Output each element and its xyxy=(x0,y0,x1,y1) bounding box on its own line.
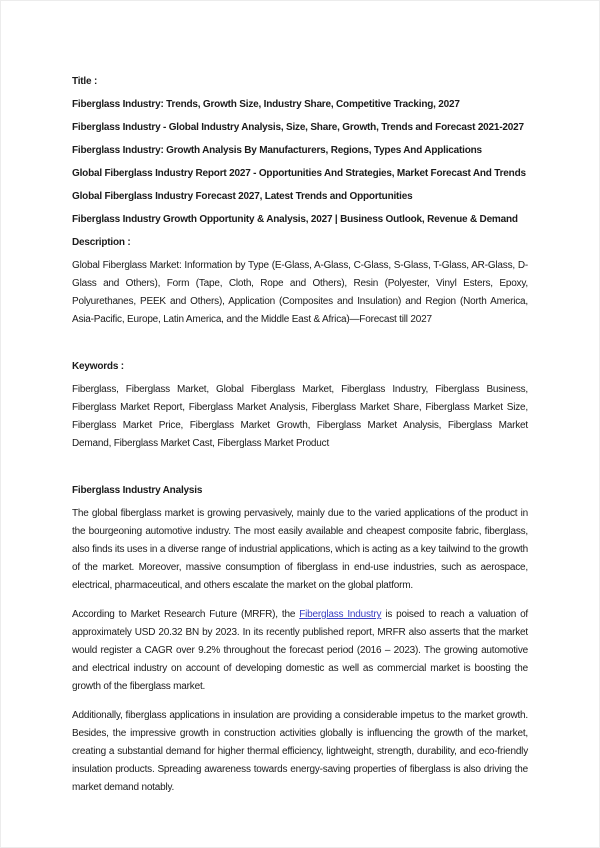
fiberglass-industry-link[interactable]: Fiberglass Industry xyxy=(299,609,382,620)
keywords-text: Fiberglass, Fiberglass Market, Global Fiberglass Market, Fiberglass Industry, Fiberglass Business, Fiberglass Market Report, Fiberglass Market Analysis, Fiberglass Market Share, Fiberglass Market Size, Fiberglass Market Price, Fiberglass Market Growth, Fiberglass Market Analysis, Fiberglass Market Demand, Fiberglass Market Cast, Fiberglass Market Product xyxy=(72,384,528,449)
description-label: Description : xyxy=(72,237,131,248)
analysis-paragraph-3: Additionally, fiberglass applications in insulation are providing a considerable impetus to the market growth. Besides, the impressive growth in construction activities globally is influencing the growth of the market, creating a substantial demand for higher thermal efficiency, lightweight, strength, durability, and eco-friendly insulation products. Spreading awareness towards energy-saving properties of fiberglass is also driving the market demand notably. xyxy=(72,710,528,793)
title-label: Title : xyxy=(72,76,98,87)
analysis-paragraph-2 xyxy=(72,606,528,696)
report-title-4: Global Fiberglass Industry Report 2027 - Opportunities And Strategies, Market Forecast And Trends xyxy=(72,168,526,179)
report-title-2: Fiberglass Industry - Global Industry Analysis, Size, Share, Growth, Trends and Forecast 2021-2027 xyxy=(72,122,524,133)
report-title-1: Fiberglass Industry: Trends, Growth Size, Industry Share, Competitive Tracking, 2027 xyxy=(72,99,460,110)
analysis-heading: Fiberglass Industry Analysis xyxy=(72,485,203,496)
report-title-6: Fiberglass Industry Growth Opportunity & Analysis, 2027 | Business Outlook, Revenue & Demand xyxy=(72,214,518,225)
report-title-5: Global Fiberglass Industry Forecast 2027, Latest Trends and Opportunities xyxy=(72,191,413,202)
analysis-paragraph-1: The global fiberglass market is growing pervasively, mainly due to the varied applications of the product in the bourgeoning automotive industry. The most easily available and cheapest composite fabric, fiberglass, also finds its uses in a diverse range of industrial applications, which is acting as a key tailwind to the growth of the market. Moreover, massive consumption of fiberglass in end-use industries, such as aerospace, electrical, pharmaceutical, and others escalate the market on the global platform. xyxy=(72,508,528,591)
analysis-p2-after-link: is poised to reach a valuation of approximately USD 20.32 BN by 2023. In its recently published report, MRFR also asserts that the market would register a CAGR over 9.2% throughout the forecast period (2016 – 2023). The growing automotive and electrical industry on account of developing domestic as well as commercial market is boosting the growth of the fiberglass market. xyxy=(72,609,529,692)
report-title-3: Fiberglass Industry: Growth Analysis By Manufacturers, Regions, Types And Applications xyxy=(72,145,482,156)
description-text: Global Fiberglass Market: Information by Type (E-Glass, A-Glass, C-Glass, S-Glass, T-Glass, AR-Glass, D-Glass and Others), Form (Tape, Cloth, Rope and Others), Resin (Polyester, Vinyl Esters, Epoxy, Polyurethanes, PEEK and Others), Application (Composites and Insulation) and Region (North America, Asia-Pacific, Europe, Latin America, and the Middle East & Africa)—Forecast till 2027 xyxy=(72,260,528,325)
keywords-label: Keywords : xyxy=(72,361,124,372)
analysis-p2-before-link: According to Market Research Future (MRFR), the xyxy=(72,609,300,620)
